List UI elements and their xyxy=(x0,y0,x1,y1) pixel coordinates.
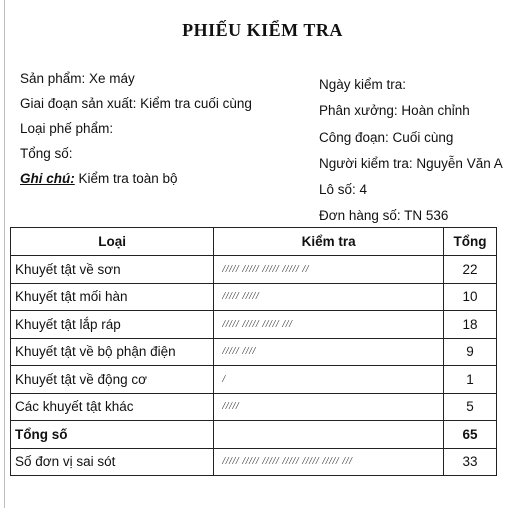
field-inspector: Người kiểm tra: Nguyễn Văn A xyxy=(319,156,503,171)
table-row xyxy=(11,283,497,311)
field-inspection-date: Ngày kiểm tra: xyxy=(319,77,407,92)
table-row xyxy=(11,338,497,366)
row-total: 18 xyxy=(444,311,497,339)
table-header-row xyxy=(11,228,497,256)
grand-total-row xyxy=(11,421,497,449)
field-lot-number: Lô số: 4 xyxy=(319,182,368,197)
defect-units-row xyxy=(11,448,497,476)
field-product: Sản phẩm: Xe máy xyxy=(20,71,135,86)
tally-marks: ///// xyxy=(214,393,444,421)
field-order-number: Đơn hàng số: TN 536 xyxy=(319,208,449,223)
tally-marks: ///// //// xyxy=(214,338,444,366)
grand-total-label: Tổng số xyxy=(11,421,214,449)
inspection-table xyxy=(10,227,497,476)
tally-marks: / xyxy=(214,366,444,394)
row-total: 22 xyxy=(444,256,497,284)
grand-total-empty xyxy=(214,421,444,449)
field-note xyxy=(20,171,178,186)
tally-marks: ///// ///// ///// ///// ///// ///// /// xyxy=(214,448,444,476)
tally-marks: ///// ///// ///// ///// // xyxy=(214,256,444,284)
row-total: 9 xyxy=(444,338,497,366)
row-total: 5 xyxy=(444,393,497,421)
table-row xyxy=(11,393,497,421)
row-type: Khuyết tật mối hàn xyxy=(11,283,214,311)
page-edge-line xyxy=(4,0,5,508)
tally-marks: ///// ///// xyxy=(214,283,444,311)
row-type: Khuyết tật về bộ phận điện xyxy=(11,338,214,366)
row-type: Các khuyết tật khác xyxy=(11,393,214,421)
header-total: Tổng xyxy=(444,228,497,256)
defect-units-label: Số đơn vị sai sót xyxy=(11,448,214,476)
field-defect-type: Loại phế phẩm: xyxy=(20,121,114,136)
tally-marks: ///// ///// ///// /// xyxy=(214,311,444,339)
header-check: Kiểm tra xyxy=(214,228,444,256)
grand-total-value: 65 xyxy=(444,421,497,449)
field-process-step: Công đoạn: Cuối cùng xyxy=(319,130,454,145)
row-total: 10 xyxy=(444,283,497,311)
row-type: Khuyết tật về sơn xyxy=(11,256,214,284)
form-title: PHIẾU KIỂM TRA xyxy=(182,20,343,40)
table-row xyxy=(11,366,497,394)
table-row xyxy=(11,311,497,339)
row-total: 1 xyxy=(444,366,497,394)
row-type: Khuyết tật lắp ráp xyxy=(11,311,214,339)
field-workshop: Phân xưởng: Hoàn chỉnh xyxy=(319,103,470,118)
note-label: Ghi chú: xyxy=(20,171,75,186)
field-total: Tổng số: xyxy=(20,146,73,161)
header-type: Loại xyxy=(11,228,214,256)
note-text: Kiểm tra toàn bộ xyxy=(74,171,178,186)
defect-units-total: 33 xyxy=(444,448,497,476)
row-type: Khuyết tật về động cơ xyxy=(11,366,214,394)
field-production-stage: Giai đoạn sản xuất: Kiểm tra cuối cùng xyxy=(20,96,252,111)
table-row xyxy=(11,256,497,284)
